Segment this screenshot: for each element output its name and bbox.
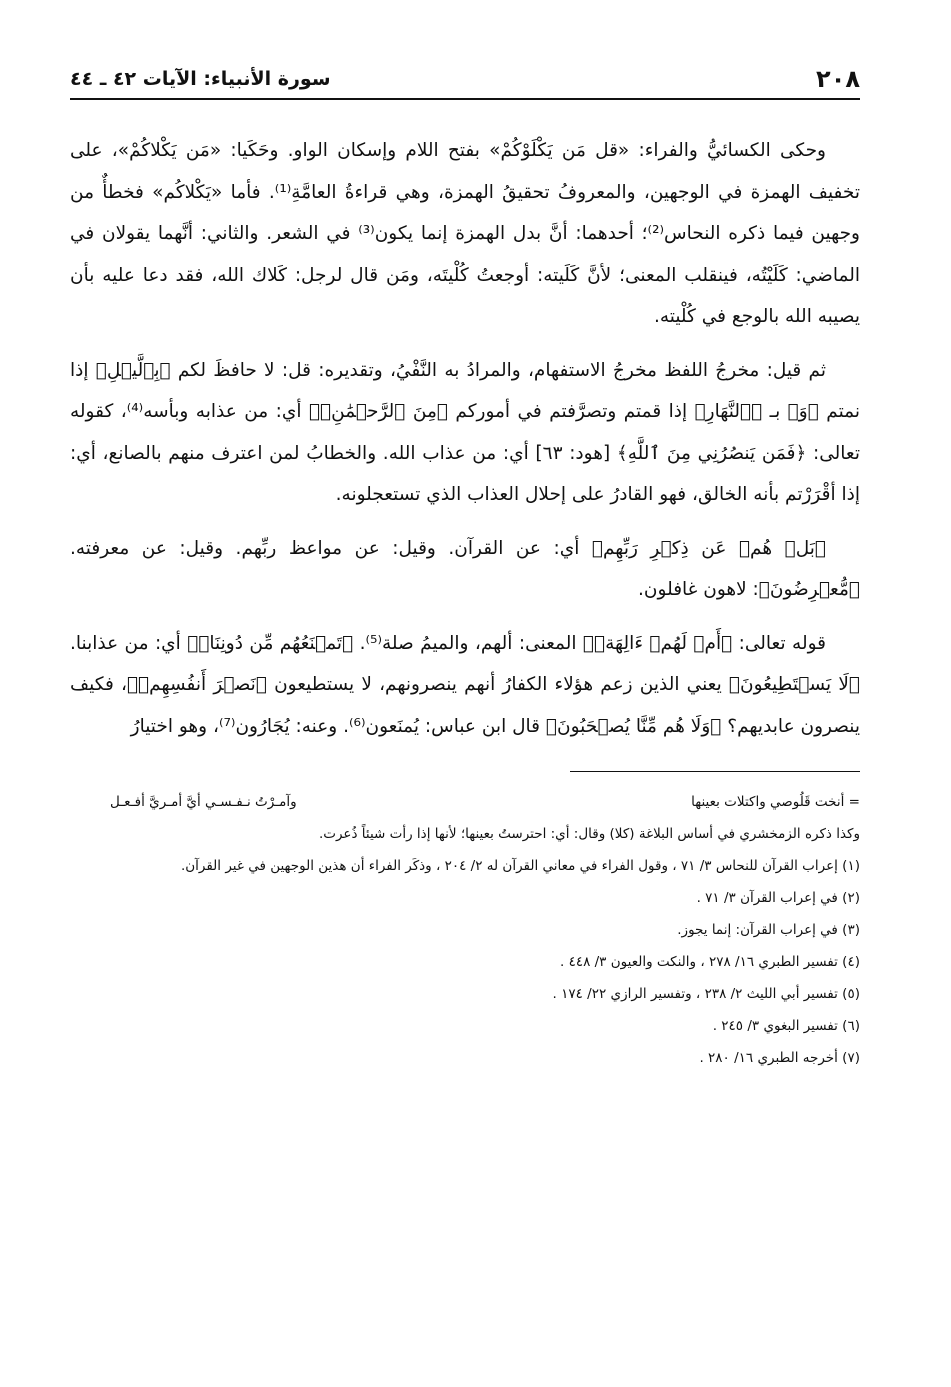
paragraph-2: ثم قيل: مخرجُ اللفظ مخرجُ الاستفهام، والمرادُ به النَّفْيُ، وتقديره: قل: لا حافظَ لكم ﴿بِٱلَّيۡلِ﴾ إذا نمتم ﴿وَ﴾ بـ ﴿ٱلنَّهَارِ﴾ إذا قمتم وتصرَّفتم في أموركم ﴿مِنَ ٱلرَّحۡمَٰنِۚ﴾ أي: من عذابه وبأسه⁽⁴⁾، كقوله تعالى: ﴿فَمَن يَنصُرُنِي مِنَ ٱللَّهِ﴾ [هود: ٦٣] أي: من عذاب الله. والخطابُ لمن اعترف منهم بالصانع، أي: إذا أقْرَرْتم بأنه الخالق، فهو القادرُ على إحلال العذاب الذي تستعجلونه. — [70, 359, 860, 505]
page-number: ٢٠٨ — [816, 65, 860, 93]
footnote-1: (١) إعراب القرآن للنحاس ٣/ ٧١ ، وقول الفراء في معاني القرآن له ٢/ ٢٠٤ ، وذكَر الفراء أن هذين الوجهين في غير القرآن. — [180, 858, 860, 874]
footnote-2: (٢) في إعراب القرآن ٣/ ٧١ . — [696, 890, 860, 906]
paragraph-1: وحكى الكسائيُّ والفراء: «قل مَن يَكْلَوْكُمْ» بفتح اللام وإسكان الواو. وحَكَيا: «مَن يَكْلاكُمْ»، على تخفيف الهمزة في الوجهين، والمعروفُ تحقيقُ الهمزة، وهي قراءةُ العامَّةِ⁽¹⁾. فأما «يَكْلاكُم» فخطأٌ من وجهين فيما ذكره النحاس⁽²⁾؛ أحدهما: أنَّ بدل الهمزة إنما يكون⁽³⁾ في الشعر. والثاني: أنَّهما يقولان في الماضي: كَلَيْتُه، فينقلب المعنى؛ لأنَّ كَلَيته: أوجعتُ كُلْيتَه، ومَن قال لرجل: كَلاك الله، فقد دعا عليه بأن يصيبه الله بالوجع في كُلْيته. — [70, 140, 860, 327]
footnote-verse — [70, 786, 860, 818]
footnote-6: (٦) تفسير البغوي ٣/ ٢٤٥ . — [712, 1018, 860, 1034]
footnote-7: (٧) أخرجه الطبري ١٦/ ٢٨٠ . — [699, 1050, 860, 1066]
footnotes — [70, 786, 860, 1074]
footnote-verse-right: = أنخت قَلُوصي واكتلات بعينها — [691, 794, 860, 810]
paragraph-4: قوله تعالى: ﴿أَمۡ لَهُمۡ ءَالِهَةٞ﴾ المعنى: ألهم، والميمُ صلة⁽⁵⁾. ﴿تَمۡنَعُهُم مِّن دُونِنَاۚ﴾ أي: من عذابنا. ﴿لَا يَسۡتَطِيعُونَ﴾ يعني الذين زعم هؤلاء الكفارُ أنهم ينصرونهم، لا يستطيعون ﴿نَصۡرَ أَنفُسِهِمۡ﴾، فكيف ينصرون عابديهم؟ ﴿وَلَا هُم مِّنَّا يُصۡحَبُونَ﴾ قال ابن عباس: يُمنَعون⁽⁶⁾. وعنه: يُجَارُون⁽⁷⁾، وهو اختيارُ — [70, 632, 860, 737]
book-page — [70, 60, 860, 1350]
page-header — [70, 60, 860, 100]
footnote-divider — [570, 771, 860, 772]
footnote-verse-left: وآمـرْتُ نـفـسـي أيَّ أمـريَّ أفـعـل — [110, 794, 297, 810]
running-title: سورة الأنبياء: الآيات ٤٢ ـ ٤٤ — [70, 68, 331, 90]
main-text — [70, 130, 860, 747]
footnote-4: (٤) تفسير الطبري ١٦/ ٢٧٨ ، والنكت والعيون ٣/ ٤٤٨ . — [559, 954, 860, 970]
footnote-continuation: وكذا ذكره الزمخشري في أساس البلاغة (كلا) وقال: أي: احترستُ بعينها؛ لأنها إذا رأت شيئاً ذُعرت. — [318, 826, 860, 842]
footnote-3: (٣) في إعراب القرآن: إنما يجوز. — [677, 922, 860, 938]
footnote-5: (٥) تفسير أبي الليث ٢/ ٢٣٨ ، وتفسير الرازي ٢٢/ ١٧٤ . — [552, 986, 860, 1002]
paragraph-3: ﴿بَلۡ هُمۡ عَن ذِكۡرِ رَبِّهِم﴾ أي: عن القرآن. وقيل: عن مواعظ ربِّهم. وقيل: عن معرفته. ﴿مُّعۡرِضُونَ﴾: لاهون غافلون. — [70, 537, 860, 600]
